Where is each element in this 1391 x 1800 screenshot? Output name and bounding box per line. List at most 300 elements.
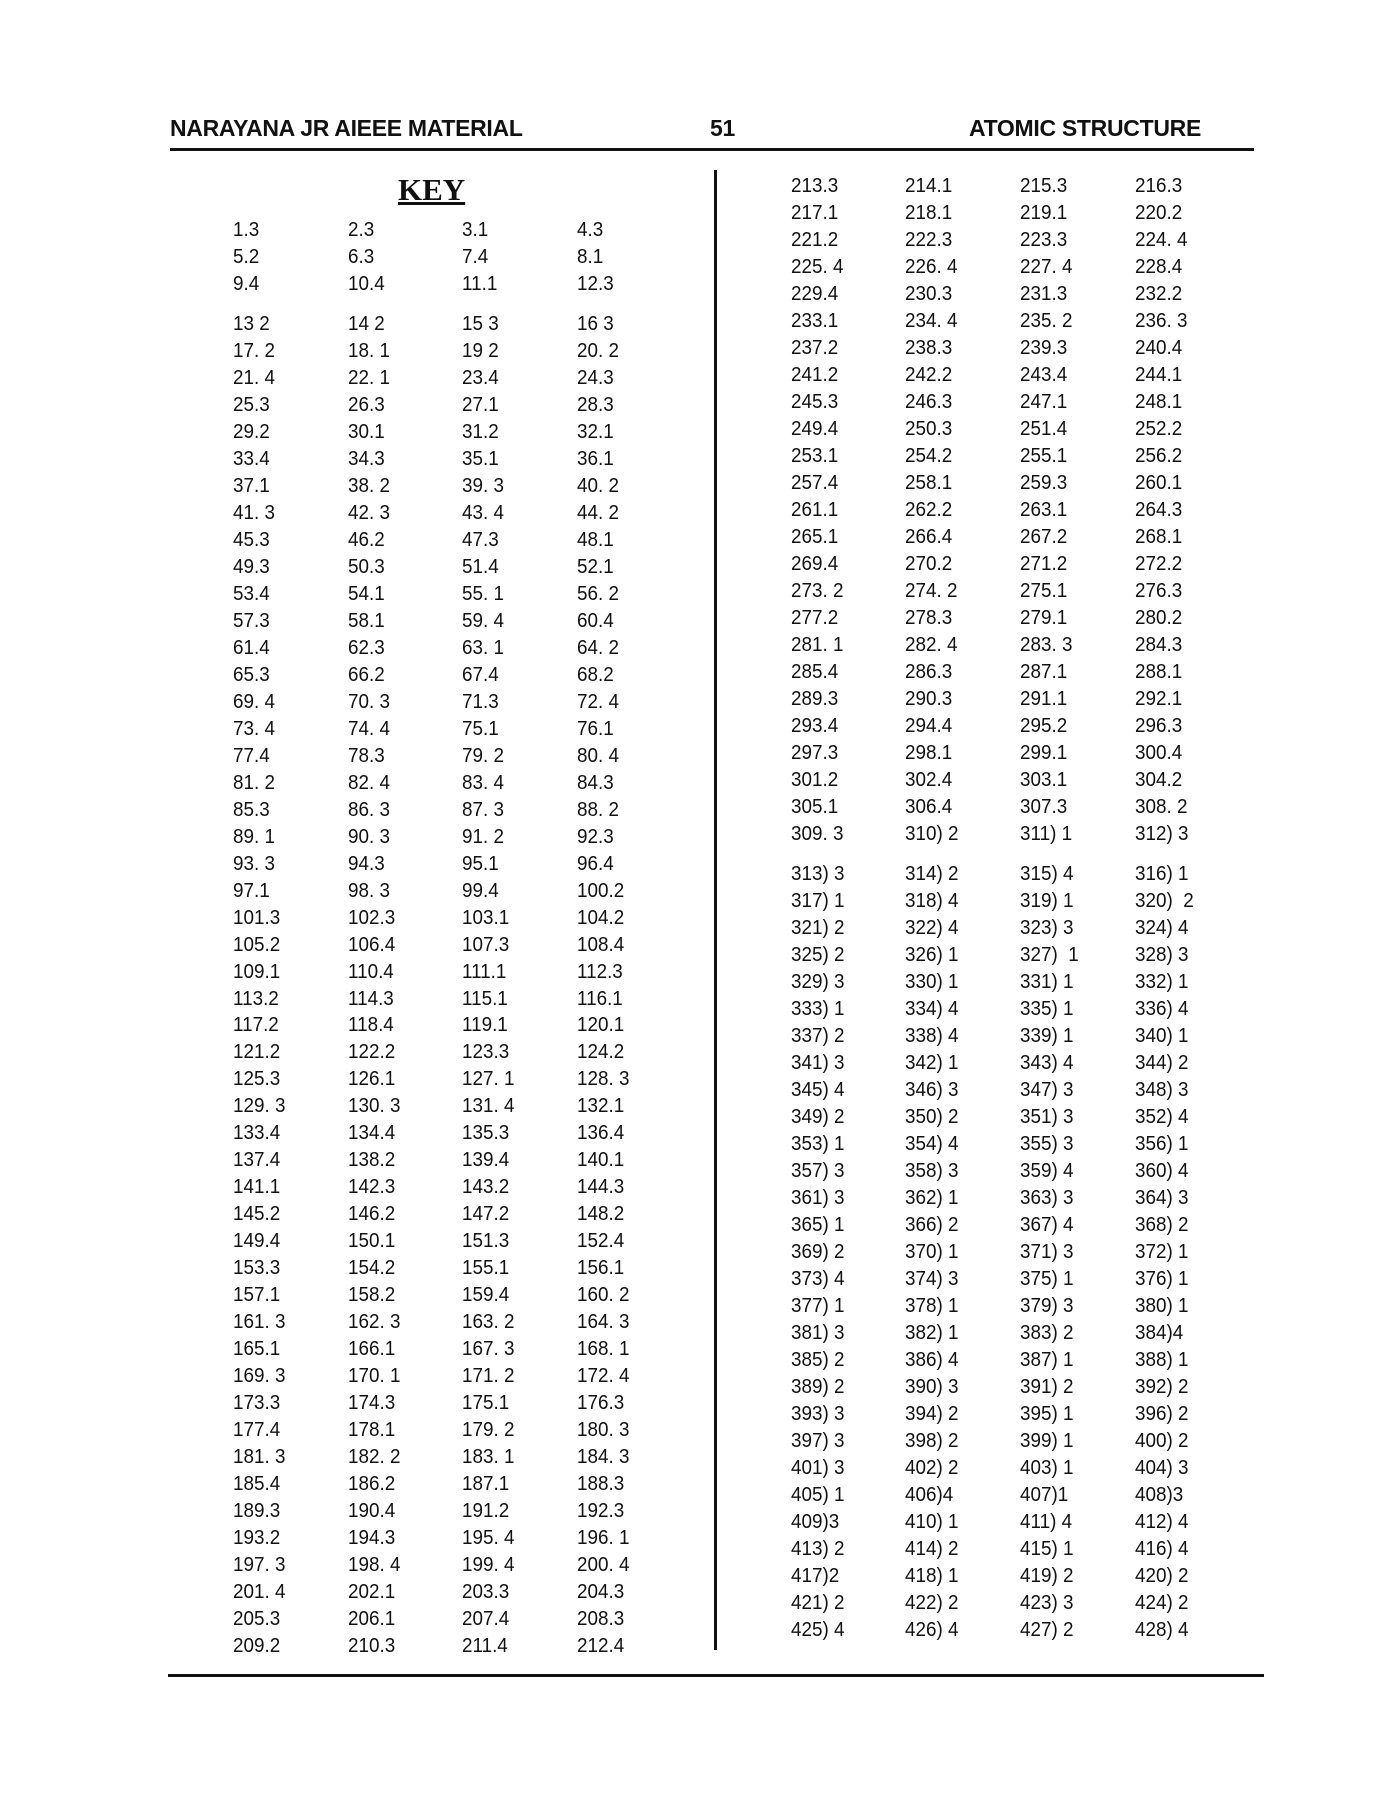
answer-entry: 27.1 [462, 392, 499, 416]
answer-entry: 72. 4 [577, 689, 619, 713]
answer-entry: 342) 1 [905, 1051, 959, 1074]
answer-entry: 207.4 [462, 1607, 510, 1631]
answer-entry: 57.3 [233, 608, 270, 632]
answer-entry: 128. 3 [577, 1067, 630, 1091]
answer-entry: 82. 4 [348, 770, 390, 794]
answer-entry: 336) 4 [1135, 997, 1189, 1020]
answer-entry: 199. 4 [462, 1553, 515, 1577]
answer-entry: 152.4 [577, 1229, 625, 1253]
answer-entry: 339) 1 [1020, 1024, 1074, 1047]
answer-entry: 139.4 [462, 1148, 510, 1172]
answer-entry: 114.3 [348, 986, 394, 1010]
answer-entry: 281. 1 [791, 632, 844, 656]
answer-entry: 5.2 [233, 245, 260, 268]
answer-entry: 202.1 [348, 1580, 396, 1604]
answer-entry: 154.2 [348, 1256, 396, 1280]
answer-entry: 420) 2 [1135, 1564, 1189, 1587]
answer-entry: 33.4 [233, 446, 270, 470]
answer-entry: 369) 2 [791, 1240, 845, 1263]
answer-entry: 69. 4 [233, 689, 275, 713]
answer-entry: 372) 1 [1135, 1240, 1189, 1263]
answer-entry: 266.4 [905, 524, 953, 548]
answer-entry: 80. 4 [577, 743, 619, 767]
answer-entry: 410) 1 [905, 1510, 959, 1533]
answer-entry: 209.2 [233, 1634, 281, 1658]
answer-entry: 162. 3 [348, 1310, 401, 1334]
answer-entry: 196. 1 [577, 1526, 630, 1550]
answer-entry: 340) 1 [1135, 1024, 1189, 1047]
answer-entry: 273. 2 [791, 578, 844, 602]
answer-entry: 390) 3 [905, 1375, 959, 1398]
answer-entry: 71.3 [462, 689, 499, 713]
answer-entry: 251.4 [1020, 416, 1068, 440]
answer-entry: 183. 1 [462, 1445, 515, 1469]
answer-entry: 294.4 [905, 713, 953, 737]
answer-entry: 220.2 [1135, 200, 1183, 224]
answer-entry: 8.1 [577, 245, 604, 268]
answer-entry: 43. 4 [462, 500, 504, 524]
answer-entry: 158.2 [348, 1283, 396, 1307]
answer-entry: 225. 4 [791, 254, 844, 278]
answer-entry: 383) 2 [1020, 1321, 1074, 1344]
answer-entry: 367) 4 [1020, 1213, 1074, 1236]
answer-entry: 332) 1 [1135, 970, 1189, 993]
answer-entry: 289.3 [791, 686, 839, 710]
answer-entry: 166.1 [348, 1337, 396, 1361]
answer-entry: 351) 3 [1020, 1105, 1074, 1128]
answer-entry: 252.2 [1135, 416, 1183, 440]
answer-entry: 62.3 [348, 635, 385, 659]
header-left-title: NARAYANA JR AIEEE MATERIAL [170, 115, 523, 141]
answer-entry: 58.1 [348, 608, 385, 632]
answer-entry: 380) 1 [1135, 1294, 1189, 1317]
answer-entry: 65.3 [233, 662, 270, 686]
answer-entry: 182. 2 [348, 1445, 401, 1469]
answer-entry: 373) 4 [791, 1267, 845, 1290]
answer-entry: 195. 4 [462, 1526, 515, 1550]
answer-entry: 7.4 [462, 245, 489, 268]
answer-entry: 248.1 [1135, 389, 1183, 413]
answer-entry: 400) 2 [1135, 1429, 1189, 1452]
answer-entry: 141.1 [233, 1175, 281, 1199]
answer-entry: 377) 1 [791, 1294, 845, 1317]
answer-entry: 375) 1 [1020, 1267, 1074, 1290]
answer-entry: 245.3 [791, 389, 839, 413]
answer-entry: 219.1 [1020, 200, 1068, 224]
answer-entry: 385) 2 [791, 1348, 845, 1371]
answer-entry: 70. 3 [348, 689, 390, 713]
answer-entry: 344) 2 [1135, 1051, 1189, 1074]
answer-entry: 178.1 [348, 1418, 396, 1442]
answer-entry: 354) 4 [905, 1132, 959, 1155]
answer-entry: 384)4 [1135, 1321, 1184, 1344]
page-number: 51 [710, 115, 735, 141]
answer-entry: 203.3 [462, 1580, 510, 1604]
answer-entry: 42. 3 [348, 500, 390, 524]
answer-entry: 401) 3 [791, 1456, 845, 1479]
answer-entry: 56. 2 [577, 581, 619, 605]
answer-entry: 170. 1 [348, 1364, 401, 1388]
answer-entry: 265.1 [791, 524, 839, 548]
answer-entry: 205.3 [233, 1607, 281, 1631]
answer-entry: 194.3 [348, 1526, 396, 1550]
answer-entry: 408)3 [1135, 1483, 1184, 1506]
answer-entry: 48.1 [577, 527, 614, 551]
answer-entry: 89. 1 [233, 824, 275, 848]
answer-entry: 189.3 [233, 1499, 281, 1523]
answer-entry: 259.3 [1020, 470, 1068, 494]
header-right-title: ATOMIC STRUCTURE [969, 115, 1202, 141]
answer-entry: 419) 2 [1020, 1564, 1074, 1587]
answer-entry: 3.1 [462, 218, 489, 241]
answer-entry: 211.4 [462, 1634, 508, 1658]
answer-entry: 81. 2 [233, 770, 275, 794]
answer-entry: 36.1 [577, 446, 614, 470]
answer-entry: 359) 4 [1020, 1159, 1074, 1182]
answer-entry: 177.4 [233, 1418, 281, 1442]
answer-entry: 200. 4 [577, 1553, 630, 1577]
answer-entry: 85.3 [233, 797, 270, 821]
answer-entry: 284.3 [1135, 632, 1183, 656]
answer-entry: 137.4 [233, 1148, 281, 1172]
answer-entry: 38. 2 [348, 473, 390, 497]
answer-entry: 120.1 [577, 1013, 625, 1037]
answer-entry: 63. 1 [462, 635, 504, 659]
answer-entry: 97.1 [233, 878, 270, 902]
answer-entry: 75.1 [462, 716, 499, 740]
answer-entry: 276.3 [1135, 578, 1183, 602]
answer-entry: 186.2 [348, 1472, 396, 1496]
answer-entry: 20. 2 [577, 338, 619, 362]
answer-entry: 175.1 [462, 1391, 510, 1415]
answer-entry: 399) 1 [1020, 1429, 1074, 1452]
answer-entry: 407)1 [1020, 1483, 1069, 1506]
answer-entry: 68.2 [577, 662, 614, 686]
answer-entry: 295.2 [1020, 713, 1068, 737]
answer-entry: 37.1 [233, 473, 270, 497]
answer-entry: 352) 4 [1135, 1105, 1189, 1128]
answer-entry: 176.3 [577, 1391, 625, 1415]
answer-entry: 263.1 [1020, 497, 1068, 521]
answer-entry: 240.4 [1135, 335, 1183, 359]
answer-entry: 105.2 [233, 932, 281, 956]
answer-entry: 323) 3 [1020, 916, 1074, 939]
answer-entry: 389) 2 [791, 1375, 845, 1398]
answer-entry: 126.1 [348, 1067, 396, 1091]
answer-entry: 427) 2 [1020, 1618, 1074, 1641]
answer-entry: 363) 3 [1020, 1186, 1074, 1209]
answer-entry: 19 2 [462, 338, 499, 362]
answer-entry: 156.1 [577, 1256, 625, 1280]
answer-entry: 187.1 [462, 1472, 510, 1496]
answer-entry: 269.4 [791, 551, 839, 575]
answer-entry: 133.4 [233, 1121, 281, 1145]
answer-entry: 361) 3 [791, 1186, 845, 1209]
answer-entry: 381) 3 [791, 1321, 845, 1344]
answer-entry: 280.2 [1135, 605, 1183, 629]
answer-entry: 316) 1 [1135, 862, 1189, 885]
answer-entry: 147.2 [462, 1202, 510, 1226]
answer-entry: 364) 3 [1135, 1186, 1189, 1209]
answer-entry: 264.3 [1135, 497, 1183, 521]
answer-entry: 67.4 [462, 662, 499, 686]
answer-entry: 292.1 [1135, 686, 1183, 710]
answer-entry: 286.3 [905, 659, 953, 683]
answer-entry: 290.3 [905, 686, 953, 710]
answer-entry: 23.4 [462, 365, 499, 389]
answer-entry: 76.1 [577, 716, 614, 740]
answer-entry: 388) 1 [1135, 1348, 1189, 1371]
answer-entry: 130. 3 [348, 1094, 401, 1118]
answer-entry: 258.1 [905, 470, 953, 494]
answer-entry: 299.1 [1020, 740, 1068, 764]
answer-entry: 327) 1 [1020, 943, 1079, 966]
answer-entry: 113.2 [233, 986, 279, 1010]
answer-entry: 309. 3 [791, 821, 844, 845]
answer-entry: 374) 3 [905, 1267, 959, 1290]
answer-entry: 131. 4 [462, 1094, 515, 1118]
answer-entry: 145.2 [233, 1202, 281, 1226]
answer-entry: 138.2 [348, 1148, 396, 1172]
answer-entry: 244.1 [1135, 362, 1183, 386]
answer-entry: 103.1 [462, 905, 510, 929]
answer-entry: 238.3 [905, 335, 953, 359]
answer-entry: 17. 2 [233, 338, 275, 362]
answer-entry: 1.3 [233, 218, 260, 241]
answer-entry: 74. 4 [348, 716, 390, 740]
answer-entry: 288.1 [1135, 659, 1183, 683]
answer-entry: 386) 4 [905, 1348, 959, 1371]
answer-entry: 146.2 [348, 1202, 396, 1226]
answer-entry: 16 3 [577, 312, 614, 335]
answer-entry: 24.3 [577, 365, 614, 389]
answer-entry: 161. 3 [233, 1310, 286, 1334]
answer-entry: 213.3 [791, 174, 839, 197]
answer-entry: 188.3 [577, 1472, 625, 1496]
answer-entry: 78.3 [348, 743, 385, 767]
column-divider [714, 170, 717, 1650]
answer-entry: 418) 1 [905, 1564, 959, 1587]
answer-entry: 134.4 [348, 1121, 396, 1145]
answer-entry: 172. 4 [577, 1364, 630, 1388]
answer-entry: 230.3 [905, 281, 953, 305]
answer-entry: 256.2 [1135, 443, 1183, 467]
answer-entry: 293.4 [791, 713, 839, 737]
answer-entry: 193.2 [233, 1526, 281, 1550]
answer-entry: 317) 1 [791, 889, 845, 912]
answer-entry: 247.1 [1020, 389, 1068, 413]
answer-entry: 262.2 [905, 497, 953, 521]
answer-entry: 96.4 [577, 851, 614, 875]
answer-entry: 88. 2 [577, 797, 619, 821]
answer-entry: 406)4 [905, 1483, 954, 1506]
answer-entry: 14 2 [348, 312, 385, 335]
answer-entry: 249.4 [791, 416, 839, 440]
answer-entry: 272.2 [1135, 551, 1183, 575]
answer-entry: 83. 4 [462, 770, 504, 794]
answer-entry: 326) 1 [905, 943, 959, 966]
answer-entry: 110.4 [348, 959, 394, 983]
answer-entry: 164. 3 [577, 1310, 630, 1334]
answer-entry: 90. 3 [348, 824, 390, 848]
answer-entry: 243.4 [1020, 362, 1068, 386]
answer-entry: 125.3 [233, 1067, 281, 1091]
answer-entry: 275.1 [1020, 578, 1068, 602]
answer-entry: 169. 3 [233, 1364, 286, 1388]
answer-entry: 157.1 [233, 1283, 281, 1307]
answer-entry: 174.3 [348, 1391, 396, 1415]
answer-entry: 61.4 [233, 635, 270, 659]
answer-entry: 409)3 [791, 1510, 840, 1533]
answer-entry: 102.3 [348, 905, 396, 929]
answer-entry: 191.2 [462, 1499, 510, 1523]
answer-entry: 246.3 [905, 389, 953, 413]
answer-entry: 25.3 [233, 392, 270, 416]
answer-entry: 365) 1 [791, 1213, 845, 1236]
answer-entry: 99.4 [462, 878, 499, 902]
answer-entry: 86. 3 [348, 797, 390, 821]
answer-entry: 341) 3 [791, 1051, 845, 1074]
answer-entry: 310) 2 [905, 821, 959, 845]
answer-entry: 305.1 [791, 794, 839, 818]
answer-entry: 307.3 [1020, 794, 1068, 818]
answer-entry: 324) 4 [1135, 916, 1189, 939]
answer-entry: 53.4 [233, 581, 270, 605]
answer-entry: 95.1 [462, 851, 499, 875]
answer-entry: 150.1 [348, 1229, 396, 1253]
answer-entry: 349) 2 [791, 1105, 845, 1128]
answer-entry: 180. 3 [577, 1418, 630, 1442]
answer-entry: 173.3 [233, 1391, 281, 1415]
answer-entry: 254.2 [905, 443, 953, 467]
answer-entry: 101.3 [233, 905, 281, 929]
answer-entry: 50.3 [348, 554, 385, 578]
answer-entry: 165.1 [233, 1337, 281, 1361]
answer-entry: 184. 3 [577, 1445, 630, 1469]
answer-entry: 239.3 [1020, 335, 1068, 359]
answer-entry: 314) 2 [905, 862, 959, 885]
answer-entry: 232.2 [1135, 281, 1183, 305]
answer-entry: 122.2 [348, 1040, 396, 1064]
answer-entry: 348) 3 [1135, 1078, 1189, 1101]
answer-entry: 229.4 [791, 281, 839, 305]
answer-entry: 206.1 [348, 1607, 396, 1631]
answer-entry: 267.2 [1020, 524, 1068, 548]
answer-entry: 214.1 [905, 174, 953, 197]
answer-entry: 362) 1 [905, 1186, 959, 1209]
answer-entry: 422) 2 [905, 1591, 959, 1614]
answer-entry: 311) 1 [1020, 821, 1073, 845]
answer-entry: 12.3 [577, 272, 614, 295]
answer-entry: 179. 2 [462, 1418, 515, 1442]
answer-entry: 4.3 [577, 218, 604, 241]
answer-entry: 212.4 [577, 1634, 625, 1658]
answer-entry: 40. 2 [577, 473, 619, 497]
answer-entry: 129. 3 [233, 1094, 286, 1118]
answer-entry: 52.1 [577, 554, 614, 578]
answer-entry: 298.1 [905, 740, 953, 764]
answer-entry: 425) 4 [791, 1618, 845, 1641]
answer-entry: 398) 2 [905, 1429, 959, 1452]
answer-entry: 370) 1 [905, 1240, 959, 1263]
answer-entry: 124.2 [577, 1040, 625, 1064]
answer-entry: 49.3 [233, 554, 270, 578]
answer-entry: 208.3 [577, 1607, 625, 1631]
answer-entry: 330) 1 [905, 970, 959, 993]
answer-entry: 115.1 [462, 986, 508, 1010]
answer-entry: 331) 1 [1020, 970, 1074, 993]
answer-entry: 91. 2 [462, 824, 504, 848]
header-rule [170, 148, 1254, 151]
answer-entry: 353) 1 [791, 1132, 845, 1155]
answer-entry: 168. 1 [577, 1337, 630, 1361]
answer-entry: 411) 4 [1020, 1510, 1073, 1533]
answer-entry: 201. 4 [233, 1580, 286, 1604]
answer-entry: 335) 1 [1020, 997, 1074, 1020]
answer-entry: 329) 3 [791, 970, 845, 993]
answer-entry: 54.1 [348, 581, 385, 605]
answer-entry: 304.2 [1135, 767, 1183, 791]
answer-entry: 241.2 [791, 362, 839, 386]
answer-entry: 424) 2 [1135, 1591, 1189, 1614]
answer-entry: 59. 4 [462, 608, 504, 632]
answer-entry: 301.2 [791, 767, 839, 791]
answer-entry: 306.4 [905, 794, 953, 818]
answer-entry: 117.2 [233, 1013, 279, 1037]
answer-entry: 9.4 [233, 272, 260, 295]
answer-entry: 93. 3 [233, 851, 275, 875]
answer-entry: 392) 2 [1135, 1375, 1189, 1398]
answer-entry: 60.4 [577, 608, 614, 632]
answer-entry: 338) 4 [905, 1024, 959, 1047]
answer-entry: 163. 2 [462, 1310, 515, 1334]
answer-entry: 26.3 [348, 392, 385, 416]
answer-entry: 282. 4 [905, 632, 958, 656]
answer-entry: 371) 3 [1020, 1240, 1074, 1263]
answer-entry: 167. 3 [462, 1337, 515, 1361]
answer-entry: 257.4 [791, 470, 839, 494]
answer-entry: 334) 4 [905, 997, 959, 1020]
answer-entry: 216.3 [1135, 174, 1183, 197]
answer-entry: 296.3 [1135, 713, 1183, 737]
answer-entry: 415) 1 [1020, 1537, 1074, 1560]
answer-entry: 121.2 [233, 1040, 281, 1064]
answer-entry: 28.3 [577, 392, 614, 416]
answer-entry: 171. 2 [462, 1364, 515, 1388]
answer-entry: 185.4 [233, 1472, 281, 1496]
answer-entry: 153.3 [233, 1256, 281, 1280]
answer-entry: 347) 3 [1020, 1078, 1074, 1101]
answer-entry: 143.2 [462, 1175, 510, 1199]
answer-entry: 303.1 [1020, 767, 1068, 791]
answer-entry: 142.3 [348, 1175, 396, 1199]
answer-entry: 357) 3 [791, 1159, 845, 1182]
answer-entry: 333) 1 [791, 997, 845, 1020]
answer-entry: 46.2 [348, 527, 385, 551]
answer-entry: 428) 4 [1135, 1618, 1189, 1641]
answer-entry: 84.3 [577, 770, 614, 794]
answer-entry: 35.1 [462, 446, 499, 470]
answer-entry: 270.2 [905, 551, 953, 575]
answer-entry: 123.3 [462, 1040, 510, 1064]
answer-entry: 15 3 [462, 312, 499, 335]
answer-entry: 417)2 [791, 1564, 840, 1587]
answer-entry: 302.4 [905, 767, 953, 791]
answer-entry: 106.4 [348, 932, 396, 956]
answer-entry: 320) 2 [1135, 889, 1194, 912]
answer-entry: 30.1 [348, 419, 385, 443]
answer-entry: 159.4 [462, 1283, 510, 1307]
